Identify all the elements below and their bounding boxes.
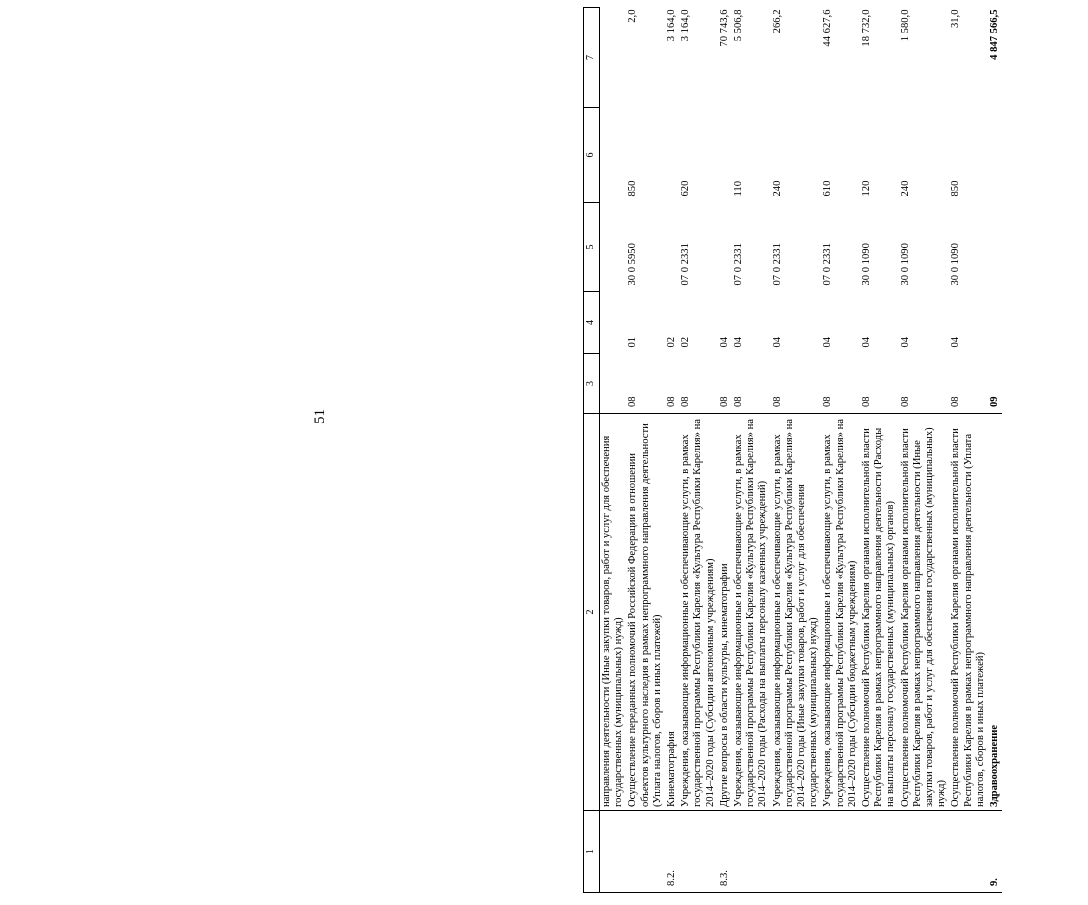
section-code: 08 — [627, 396, 639, 407]
table-row — [949, 8, 988, 893]
subsection-code: 04 — [899, 336, 911, 348]
row-number: 9. — [988, 811, 1002, 893]
amount: 18 732,0 — [861, 9, 873, 47]
row-name: Учреждения, оказывающие информационные и обеспечивающие услуги, в рамках государственной программы Республики Карелия «Культура Республики Карелия» на 2014–2020 годы (Субсидии автономным учреждениям) — [679, 414, 718, 811]
expense-type-code: 850 — [950, 180, 962, 197]
column-header: 5 — [584, 203, 600, 292]
amount — [600, 8, 627, 108]
section-code: 08 — [718, 396, 730, 407]
table-row — [771, 8, 822, 893]
row-name: направления деятельности (Иные закупки товаров, работ и услуг для обеспечения государственных (муниципальных) нужд) — [600, 414, 627, 811]
expense-type-code — [718, 108, 732, 203]
row-number — [860, 811, 899, 893]
subsection-code: 04 — [733, 336, 745, 348]
amount: 44 627,6 — [822, 9, 834, 47]
amount: 266,2 — [771, 9, 783, 34]
expense-type-code: 610 — [822, 180, 834, 197]
subsection-code: 04 — [861, 336, 873, 348]
row-number — [600, 811, 627, 893]
row-number — [821, 811, 860, 893]
target-article-code: 30 0 1090 — [899, 243, 911, 286]
column-header: 7 — [584, 8, 600, 108]
row-name: Осуществление полномочий Республики Карелия органами исполнительной власти Республики Карелия в рамках непрограммного направления деятельности (Иные закупки товаров, работ и услуг для обеспечения государственных (муниципальных) нужд) — [899, 414, 950, 811]
row-number — [771, 811, 822, 893]
subsection-code: 04 — [718, 336, 730, 348]
row-name: Осуществление полномочий Республики Карелия органами исполнительной власти Республики Карелия в рамках непрограммного направления деятельности (Расходы на выплаты персоналу государственных (муниципальных) органов) — [860, 414, 899, 811]
target-article-code — [665, 203, 679, 292]
expense-type-code: 240 — [899, 180, 911, 197]
expense-type-code: 240 — [771, 180, 783, 197]
section-code — [600, 354, 627, 414]
section-code: 08 — [861, 396, 873, 407]
amount: 70 743,6 — [718, 9, 730, 47]
target-article-code: 30 0 1090 — [861, 243, 873, 286]
row-name: Здравоохранение — [988, 414, 1002, 811]
table-row — [821, 8, 860, 893]
expense-type-code: 120 — [861, 180, 873, 197]
row-number — [679, 811, 718, 893]
expense-type-code: 110 — [733, 181, 745, 197]
target-article-code: 07 0 2331 — [771, 243, 783, 286]
row-number — [626, 811, 665, 893]
column-header: 6 — [584, 108, 600, 203]
table-row — [600, 8, 627, 893]
column-header: 3 — [584, 354, 600, 414]
subsection-code: 04 — [950, 336, 962, 348]
amount: 1 580,0 — [899, 9, 911, 42]
section-code: 08 — [771, 396, 783, 407]
column-header: 1 — [584, 811, 600, 893]
budget-table — [583, 8, 1088, 893]
amount: 2,0 — [627, 9, 639, 23]
table-row — [899, 8, 950, 893]
column-header: 4 — [584, 292, 600, 354]
amount: 3 164,0 — [666, 9, 678, 42]
section-code: 08 — [899, 396, 911, 407]
table-row — [626, 8, 665, 893]
row-name: Другие вопросы в области культуры, кинематографии — [718, 414, 732, 811]
target-article-code: 07 0 2331 — [733, 243, 745, 286]
expense-type-code — [988, 108, 1002, 203]
section-code: 08 — [733, 396, 745, 407]
subsection-code — [988, 292, 1002, 354]
section-code: 08 — [666, 396, 678, 407]
table-row — [732, 8, 771, 893]
row-number — [949, 811, 988, 893]
target-article-code: 30 0 1090 — [950, 243, 962, 286]
target-article-code — [718, 203, 732, 292]
section-code: 08 — [950, 396, 962, 407]
expense-type-code — [665, 108, 679, 203]
row-name: Учреждения, оказывающие информационные и обеспечивающие услуги, в рамках государственной программы Республики Карелия «Культура Республики Карелия» на 2014–2020 годы (Расходы на выплаты персоналу казенных учреждений) — [732, 414, 771, 811]
row-number — [899, 811, 950, 893]
section-code: 08 — [822, 396, 834, 407]
subsection-code: 01 — [627, 336, 639, 348]
table-row — [718, 8, 732, 893]
target-article-code — [600, 203, 627, 292]
amount: 3 164,0 — [680, 9, 692, 42]
target-article-code — [988, 203, 1002, 292]
row-name: Осуществление полномочий Республики Карелия органами исполнительной власти Республики Карелия в рамках непрограммного направления деятельности (Уплата налогов, сборов и иных платежей) — [949, 414, 988, 811]
subsection-code: 04 — [771, 336, 783, 348]
target-article-code: 07 0 2331 — [680, 243, 692, 286]
subsection-code: 04 — [822, 336, 834, 348]
column-header: 2 — [584, 414, 600, 811]
row-name: Осуществление переданных полномочий Российской Федерации в отношении объектов культурного наследия в рамках непрограммного направления деятельности (Уплата налогов, сборов и иных платежей) — [626, 414, 665, 811]
table-row — [679, 8, 718, 893]
row-name: Кинематография — [665, 414, 679, 811]
subsection-code — [600, 292, 627, 354]
expense-type-code: 850 — [627, 180, 639, 197]
expense-type-code: 620 — [680, 180, 692, 197]
row-name: Учреждения, оказывающие информационные и обеспечивающие услуги, в рамках государственной программы Республики Карелия «Культура Республики Карелия» на 2014–2020 годы (Субсидии бюджетным учреждениям) — [821, 414, 860, 811]
expense-type-code — [600, 108, 627, 203]
table-row — [988, 8, 1002, 893]
row-number: 8.3. — [718, 811, 732, 893]
page-number: 51 — [312, 409, 328, 424]
section-code: 09 — [989, 396, 1001, 407]
amount: 4 847 566,5 — [989, 9, 1001, 60]
row-name: Учреждения, оказывающие информационные и обеспечивающие услуги, в рамках государственной программы Республики Карелия «Культура Республики Карелия» на 2014–2020 годы (Иные закупки товаров, работ и услуг для обеспечения государственных (муниципальных) нужд) — [771, 414, 822, 811]
table-row — [860, 8, 899, 893]
section-code: 08 — [680, 396, 692, 407]
table-header-row — [584, 8, 600, 893]
amount: 5 506,8 — [733, 9, 745, 42]
amount: 31,0 — [950, 9, 962, 29]
table-row — [665, 8, 679, 893]
row-number: 8.2. — [665, 811, 679, 893]
row-number — [732, 811, 771, 893]
target-article-code: 30 0 5950 — [627, 243, 639, 286]
subsection-code: 02 — [666, 336, 678, 348]
target-article-code: 07 0 2331 — [822, 243, 834, 286]
subsection-code: 02 — [680, 336, 692, 348]
